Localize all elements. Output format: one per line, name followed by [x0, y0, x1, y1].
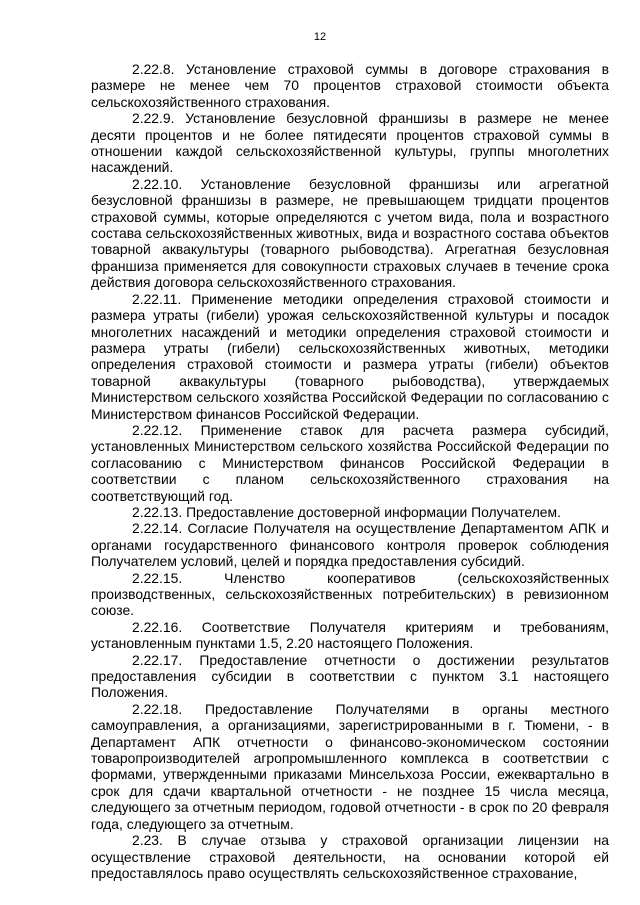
paragraph-2-22-8: 2.22.8. Установление страховой суммы в договоре страхования в размере не менее чем 70 процентов страховой стоимости объекта сельскохозяйственного страхования.	[91, 61, 609, 110]
paragraph-2-22-13: 2.22.13. Предоставление достоверной информации Получателем.	[132, 503, 561, 520]
paragraph-2-22-17: 2.22.17. Предоставление отчетности о достижении результатов предоставления субсидии в соответствии с пунктом 3.1 настоящего Положения.	[91, 651, 609, 701]
paragraph-2-22-14: 2.22.14. Согласие Получателя на осуществление Департаментом АПК и органами государственного финансового контроля проверок соблюдения Получателем условий, целей и порядка предоставления субсидий.	[91, 520, 609, 570]
paragraph-2-22-15: 2.22.15. Членство кооперативов (сельскохозяйственных производственных, сельскохозяйственных потребительских) в ревизионном союзе.	[91, 569, 609, 619]
paragraph-2-22-9: 2.22.9. Установление безусловной франшизы в размере не менее десяти процентов и не более пятидесяти процентов страховой суммы в отношении каждой сельскохозяйственной культуры, группы многолетних насаждений.	[91, 110, 609, 176]
paragraph-2-23: 2.23. В случае отзыва у страховой организации лицензии на осуществление страховой деятельности, на основании которой ей предоставлялось право осуществлять сельскохозяйственное страхование,	[91, 832, 609, 881]
page-number: 12	[313, 31, 327, 43]
paragraph-2-22-10: 2.22.10. Установление безусловной франшизы или агрегатной безусловной франшизы в размере, не превышающем тридцати процентов страховой суммы, которые определяются с учетом вида, пола и возрастного состава сельскохозяйственных животных, вида и возрастного состава объектов товарной аквакультуры (товарного рыбоводства). Агрегатная безусловная франшиза применяется для совокупности страховых случаев в течение срока действия договора сельскохозяйственного страхования.	[91, 175, 609, 291]
paragraph-2-22-16: 2.22.16. Соответствие Получателя критериям и требованиям, установленным пунктами 1.5, 2.20 настоящего Положения.	[91, 618, 609, 652]
paragraph-2-22-12: 2.22.12. Применение ставок для расчета размера субсидий, установленных Министерством сельского хозяйства Российской Федерации по согласованию с Министерством финансов Российской Федерации в соответствии с планом сельскохозяйственного страхования на соответствующий год.	[91, 421, 609, 504]
paragraph-2-22-18: 2.22.18. Предоставление Получателями в органы местного самоуправления, а организациями, зарегистрированными в г. Тюмени, - в Департамент АПК отчетности о финансово-экономическом состоянии товаропроизводителей агропромышленного комплекса в соответствии с формами, утвержденными приказами Минсельхоза России, ежеквартально в срок для сдачи квартальной отчетности - не позднее 15 числа месяца, следующего за отчетным периодом, годовой отчетности - в срок по 20 февраля года, следующего за отчетным.	[91, 700, 609, 832]
paragraph-2-22-11: 2.22.11. Применение методики определения страховой стоимости и размера утраты (гибели) урожая сельскохозяйственной культуры и посадок многолетних насаждений и методики определения страховой стоимости и размера утраты (гибели) сельскохозяйственных животных, методики определения страховой стоимости и размера утраты (гибели) объектов товарной аквакультуры (товарного рыбоводства), утверждаемых Министерством сельского хозяйства Российской Федерации по согласованию с Министерством финансов Российской Федерации.	[91, 290, 609, 422]
document-body	[91, 61, 609, 881]
